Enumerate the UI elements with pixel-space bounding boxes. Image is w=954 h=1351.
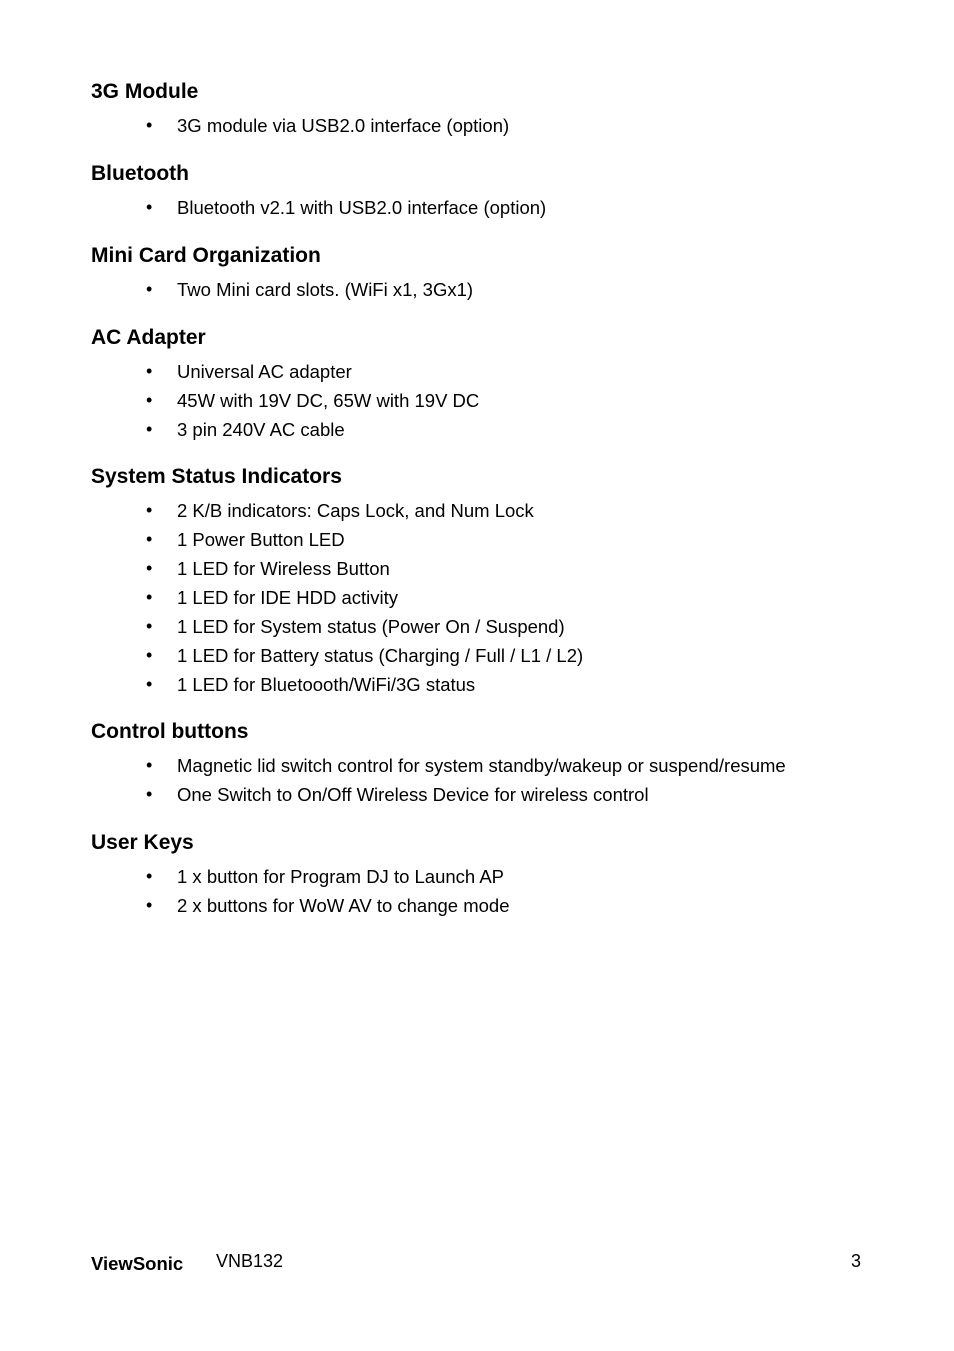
list-item-text: Universal AC adapter (177, 361, 352, 382)
page-number: 3 (850, 1251, 861, 1271)
bullet-icon: • (146, 419, 153, 439)
section-title: AC Adapter (91, 326, 206, 349)
bullet-icon: • (146, 529, 153, 549)
bullet-icon: • (146, 755, 153, 775)
bullet-list (91, 193, 891, 222)
section-ac-adapter (91, 325, 891, 444)
bullet-icon: • (146, 866, 153, 886)
bullet-icon: • (146, 674, 153, 694)
bullet-icon: • (146, 115, 153, 135)
footer-model: VNB132 (216, 1251, 284, 1271)
list-item-text: 45W with 19V DC, 65W with 19V DC (177, 390, 480, 411)
list-item-text: 2 K/B indicators: Caps Lock, and Num Lock (177, 500, 534, 521)
page-footer (91, 1251, 861, 1275)
list-item-text: 3G module via USB2.0 interface (option) (177, 115, 510, 136)
list-item (91, 415, 891, 444)
bullet-icon: • (146, 279, 153, 299)
list-item (91, 193, 891, 222)
section-title: 3G Module (91, 80, 199, 103)
list-item (91, 612, 891, 641)
section-title: Bluetooth (91, 162, 189, 185)
section-system-status-indicators (91, 464, 891, 699)
list-item (91, 496, 891, 525)
list-item-text: 1 LED for System status (Power On / Suspend) (177, 616, 565, 637)
bullet-list (91, 496, 891, 699)
list-item (91, 554, 891, 583)
list-item (91, 357, 891, 386)
bullet-icon: • (146, 500, 153, 520)
bullet-icon: • (146, 645, 153, 665)
section-title: User Keys (91, 831, 194, 854)
list-item-text: 1 x button for Program DJ to Launch AP (177, 866, 505, 887)
list-item-text: Two Mini card slots. (WiFi x1, 3Gx1) (177, 279, 474, 300)
list-item (91, 583, 891, 612)
bullet-icon: • (146, 784, 153, 804)
list-item (91, 111, 891, 140)
bullet-list (91, 357, 891, 444)
section-title: System Status Indicators (91, 465, 342, 488)
list-item-text: One Switch to On/Off Wireless Device for wireless control (177, 784, 649, 805)
bullet-icon: • (146, 616, 153, 636)
list-item-text: 1 LED for IDE HDD activity (177, 587, 399, 608)
bullet-icon: • (146, 197, 153, 217)
section-title: Control buttons (91, 720, 249, 743)
bullet-list (91, 111, 891, 140)
list-item-text: 1 LED for Battery status (Charging / Full / L1 / L2) (177, 645, 584, 666)
bullet-list (91, 275, 891, 304)
section-bluetooth (91, 161, 891, 222)
list-item (91, 641, 891, 670)
list-item (91, 862, 891, 891)
footer-brand: ViewSonic (91, 1253, 184, 1274)
list-item (91, 386, 891, 415)
list-item (91, 525, 891, 554)
section-title: Mini Card Organization (91, 244, 321, 267)
list-item (91, 670, 891, 699)
bullet-list (91, 862, 891, 920)
section-mini-card-organization (91, 243, 891, 304)
section-3g-module (91, 79, 891, 140)
list-item (91, 780, 891, 809)
list-item-text: 1 LED for Wireless Button (177, 558, 390, 579)
bullet-icon: • (146, 361, 153, 381)
list-item-text: 2 x buttons for WoW AV to change mode (177, 895, 510, 916)
list-item-text: Magnetic lid switch control for system standby/wakeup or suspend/resume (177, 755, 786, 776)
section-control-buttons (91, 719, 891, 809)
list-item-text: 1 LED for Bluetoooth/WiFi/3G status (177, 674, 476, 695)
list-item-text: Bluetooth v2.1 with USB2.0 interface (option) (177, 197, 547, 218)
bullet-icon: • (146, 587, 153, 607)
list-item (91, 275, 891, 304)
list-item-text: 1 Power Button LED (177, 529, 345, 550)
list-item-text: 3 pin 240V AC cable (177, 419, 345, 440)
list-item (91, 751, 891, 780)
bullet-list (91, 751, 891, 809)
bullet-icon: • (146, 895, 153, 915)
bullet-icon: • (146, 390, 153, 410)
section-user-keys (91, 830, 891, 920)
bullet-icon: • (146, 558, 153, 578)
list-item (91, 891, 891, 920)
